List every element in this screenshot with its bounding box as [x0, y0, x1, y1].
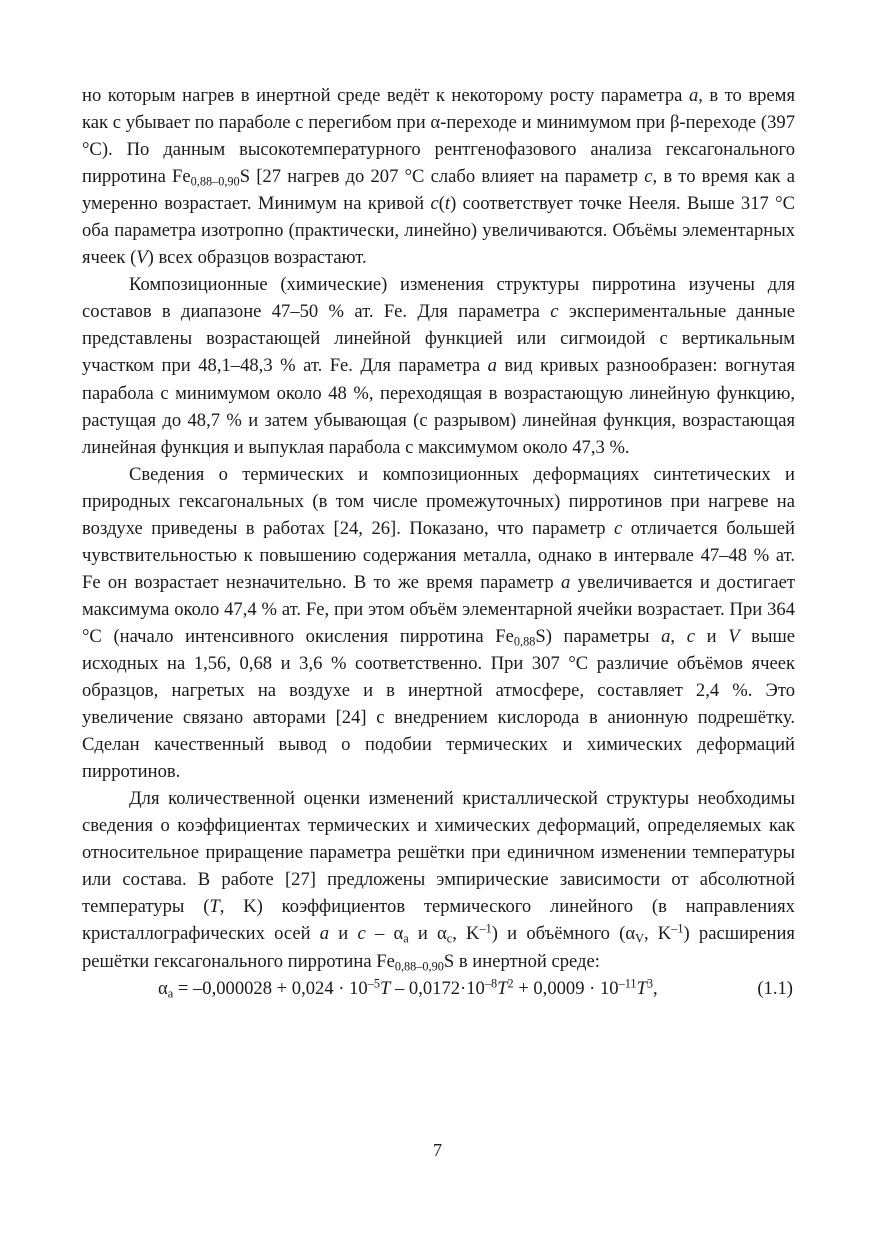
text-run: – 0,0172·10 [390, 977, 485, 999]
text-run: –1 [671, 921, 684, 936]
text-run: V [728, 625, 740, 647]
text-run: 0,88 [513, 634, 536, 649]
text-run: c [446, 932, 453, 947]
text-run: c [644, 166, 653, 188]
text-run: a [560, 571, 571, 593]
text-run: S) параметры [535, 625, 662, 647]
text-run: –5 [367, 975, 380, 990]
text-run: α [158, 977, 168, 999]
text-run: , в то время как c убывает по параболе с перегибом при α-переходе и минимумом при β-переходе (397 °C). По данным высокотемпературного рентгенофазового анализа гексагонального пирротина Fe [82, 85, 795, 188]
text-run: T [497, 977, 508, 999]
text-run: Композиционные (химические) изменения структуры пирротина изучены для составов в диапазоне 47–50 % ат. Fe. Для параметра [82, 274, 795, 323]
equation-expression [158, 975, 658, 1002]
text-run: ) расширения решётки гексагонального пирротина Fe [82, 923, 795, 972]
text-run: a [661, 625, 671, 647]
text-run: V [136, 247, 148, 269]
text-run: ) всех образцов возрастают. [147, 247, 367, 269]
text-run: но которым нагрев в инертной среде ведёт к некоторому росту параметра [82, 85, 689, 106]
equation-number: (1.1) [757, 977, 793, 999]
text-run: , K) коэффициентов термического линейного (в направлениях кристаллографических осей [82, 896, 795, 945]
text-run: Для количественной оценки изменений кристаллической структуры необходимы сведения о коэффициентах термических и химических деформаций, определяемых как относительное приращение параметра решётки при единичном изменении температуры или состава. В работе [27] предложены эмпирические зависимости от абсолютной температуры ( [82, 788, 795, 918]
text-run: T [636, 977, 647, 999]
text-run: V [635, 932, 644, 947]
text-run: и [694, 625, 729, 647]
text-run: ( [438, 193, 445, 215]
text-run: вид кривых разнообразен: вогнутая парабола с минимумом около 48 %, переходящая в возрастающую линейную функцию, растущая до 48,7 % и затем убывающая (с разрывом) линейная функция, возрастающая линейная функция и выпуклая парабола с максимумом около 47,3 %. [82, 355, 796, 458]
paragraph-3 [82, 461, 795, 786]
text-run: a [487, 355, 497, 377]
text-run: Сведения о термических и композиционных деформациях синтетических и природных гексагональных (в том числе промежуточных) пирротинов при нагреве на воздухе приведены в работах [24, 26]. Показано, что параметр [82, 463, 795, 539]
text-run: + 0,0009 · 10 [513, 977, 619, 999]
text-run: ) и объёмного (α [491, 923, 636, 945]
equation-1-1 [82, 975, 795, 1002]
page-number: 7 [433, 1140, 442, 1160]
paragraph-4 [82, 785, 795, 974]
text-run: a [403, 932, 409, 947]
text-run: c [550, 301, 559, 323]
text-run: c [430, 193, 439, 215]
text-run: –1 [479, 921, 492, 936]
paragraph-2 [82, 271, 795, 460]
text-run: c [357, 923, 366, 945]
text-run: ) соответствует точке Нееля. Выше 317 °C оба параметра изотропно (практически, линейно) увеличиваются. Объёмы элементарных ячеек ( [82, 193, 796, 269]
text-run: c [686, 625, 695, 647]
text-run: –11 [618, 975, 637, 990]
text-run: увеличивается и достигает максимума около 47,4 % ат. Fe, при этом объём элементарной ячейки возрастает. При 364 °C (начало интенсивного окисления пирротина Fe [82, 571, 795, 647]
text-run: T [209, 896, 220, 918]
text-run: , K [452, 923, 480, 945]
text-run: 0,88–0,90 [394, 959, 444, 974]
text-run: S в инертной среде: [443, 950, 600, 972]
document-page [82, 82, 795, 1002]
text-run: 3 [646, 975, 654, 990]
text-run: a [167, 986, 174, 1001]
text-run: T [379, 977, 391, 999]
text-run: и [329, 923, 358, 945]
text-run: и α [408, 923, 447, 945]
text-run: , [670, 625, 687, 647]
text-run: , K [643, 923, 672, 945]
text-run: 0,88–0,90 [190, 174, 240, 189]
paragraph-1 [82, 82, 795, 271]
text-run: , в то время как a умеренно возрастает. Минимум на кривой [82, 166, 795, 215]
text-run: –8 [484, 975, 498, 990]
text-run: c [614, 517, 623, 539]
text-run: выше исходных на 1,56, 0,68 и 3,6 % соответственно. При 307 °C различие объёмов ячеек образцов, нагретых на воздухе и в инертной атмосфере, составляет 2,4 %. Это увеличение связано авторами [24] с внедрением кислорода в анионную подрешётку. Сделан качественный вывод о подобии термических и химических деформаций пирротинов. [82, 625, 796, 783]
text-run: 2 [507, 975, 514, 990]
text-run: t [444, 193, 451, 215]
text-run: S [27 нагрев до 207 °C слабо влияет на параметр [239, 166, 645, 188]
text-run: = –0,000028 + 0,024 · 10 [173, 977, 368, 999]
text-run: экспериментальные данные представлены возрастающей линейной функцией или сигмоидой с вертикальным участком при 48,1–48,3 % ат. Fe. Для параметра [82, 301, 795, 377]
text-run: a [319, 923, 330, 945]
text-run: a [688, 85, 699, 106]
text-run: отличается большей чувствительностью к повышению содержания металла, однако в интервале 47–48 % ат. Fe он возрастает незначительно. В то же время параметр [82, 517, 795, 593]
text-run: , [653, 977, 658, 999]
text-run: – α [365, 923, 404, 945]
